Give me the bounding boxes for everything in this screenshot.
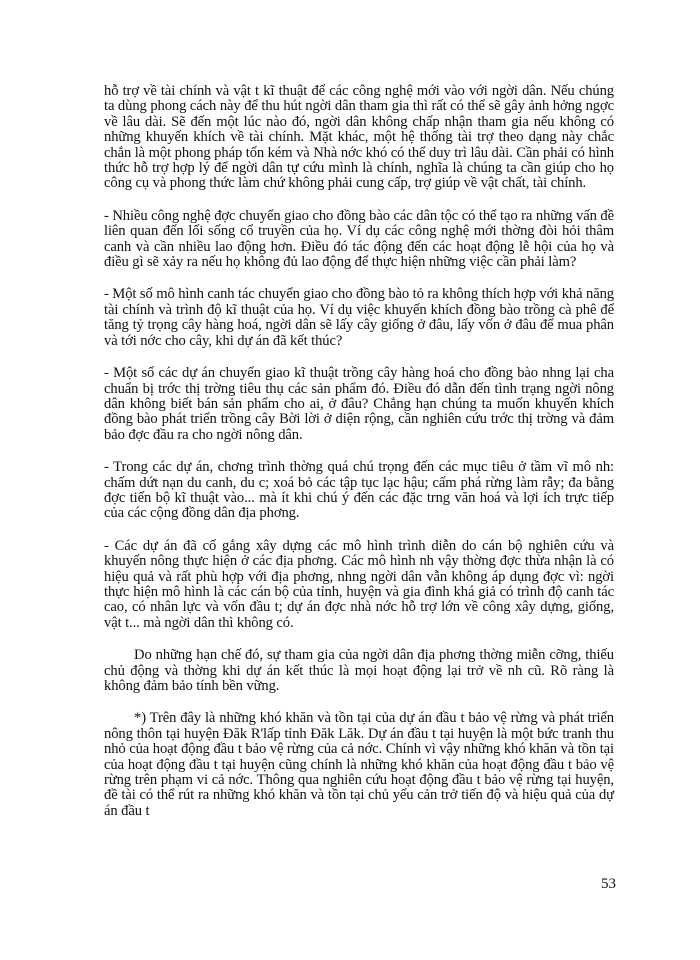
paragraph-support-continuation: hỗ trợ về tài chính và vật t kĩ thuật để các công nghệ mới vào với ngời dân. Nếu chúng ta dùng phong cách này để thu hút ngời dân tham gia thì rất có thể sẽ gây ảnh hởng ngợc về lâu dài. Sẽ đến một lúc nào đó, ngời dân không chấp nhận tham gia nếu không có những khuyến khích về tài chính. Mặt khác, một hệ thống tài trợ theo dạng này chắc chắn là một phong pháp tốn kém và Nhà nớc khó có thể duy trì lâu dài. Cần phải có hình thức hỗ trợ hợp lý để ngời dân tự cứu mình là chính, nghĩa là chúng ta cần giúp cho họ công cụ và phong thức làm chứ không phải cung cấp, trợ giúp về vật chất, tài chính. [104, 83, 614, 192]
paragraph-summary: *) Trên đây là những khó khăn và tồn tại của dự án đầu t bảo vệ rừng và phát triển nông thôn tại huyện Đăk R'lấp tỉnh Đăk Lăk. Dự án đầu t tại huyện là một bức tranh thu nhỏ của hoạt động đầu t bảo vệ rừng của cả nớc. Chính vì vậy những khó khăn và tồn tại của hoạt động đầu t tại huyện cũng chính là những khó khăn của hoạt động đầu t bảo vệ rừng trên phạm vi cả nớc. Thông qua nghiên cứu hoạt động đầu t bảo vệ rừng tại huyện, đề tài có thể rút ra những khó khăn và tồn tại chủ yếu cản trở tiến độ và hiệu quả của dự án đầu t [104, 710, 614, 819]
paragraph-limitations: Do những hạn chế đó, sự tham gia của ngời dân địa phơng thờng miễn cỡng, thiếu chủ động và thờng khi dự án kết thúc là mọi hoạt động lại trở về nh cũ. Rõ ràng là không đảm bảo tính bền vững. [104, 647, 614, 694]
body-text [104, 84, 614, 819]
page-number: 53 [601, 876, 616, 892]
paragraph-market-preparation: - Một số các dự án chuyển giao kĩ thuật trồng cây hàng hoá cho đồng bào nhng lại cha chuẩn bị trớc thị trờng tiêu thụ các sản phẩm đó. Điều đó dẫn đến tình trạng ngời nông dân không biết bán sản phẩm cho ai, ở đâu? Chẳng hạn chúng ta muốn khuyến khích đồng bào phát triển trồng cây Bời lời ở diện rộng, cần nghiên cứu trớc thị trờng và đảm bảo đợc đầu ra cho ngời nông dân. [104, 365, 614, 443]
paragraph-cultural-impact: - Nhiều công nghệ đợc chuyển giao cho đồng bào các dân tộc có thể tạo ra những vấn đề liên quan đến lối sống cổ truyền của họ. Ví dụ các công nghệ mới thờng đòi hỏi thâm canh và cần nhiều lao động hơn. Điều đó tác động đến các hoạt động lễ hội của họ và điều gì sẽ xảy ra nếu họ không đủ lao động để thực hiện những việc cần phải làm? [104, 207, 614, 271]
paragraph-unsuitable-models: - Một số mô hình canh tác chuyển giao cho đồng bào tỏ ra không thích hợp với khả năng tài chính và trình độ kĩ thuật của họ. Ví dụ việc khuyến khích đồng bào trồng cà phê để tăng tỷ trọng cây hàng hoá, ngời dân sẽ lấy cây giống ở đâu, lấy vốn ở đâu để mua phân và tới nớc cho cây, khi dự án đã kết thúc? [104, 286, 614, 349]
paragraph-demonstration-models: - Các dự án đã cố gắng xây dựng các mô hình trình diễn do cán bộ nghiên cứu và khuyến nông thực hiện ở các địa phơng. Các mô hình nh vậy thờng đợc thừa nhận là có hiệu quả và rất phù hợp với địa phơng, nhng ngời dân vẫn không áp dụng đợc vì: ngời thực hiện mô hình là các cán bộ của tỉnh, huyện và gia đình khá giả có trình độ canh tác cao, có nhân lực và vốn đầu t; dự án đợc nhà nớc hỗ trợ lớn về công xây dựng, giống, vật t... mà ngời dân thì không có. [104, 537, 614, 631]
paragraph-macro-objectives: - Trong các dự án, chơng trình thờng quá chú trọng đến các mục tiêu ở tầm vĩ mô nh: chấm dứt nạn du canh, du c; xoá bỏ các tập tục lạc hậu; cấm phá rừng làm rẫy; đa bằng đợc tiến bộ kĩ thuật vào... mà ít khi chú ý đến các đặc trng văn hoá và lợi ích trực tiếp của các cộng đồng dân địa phơng. [104, 459, 614, 522]
